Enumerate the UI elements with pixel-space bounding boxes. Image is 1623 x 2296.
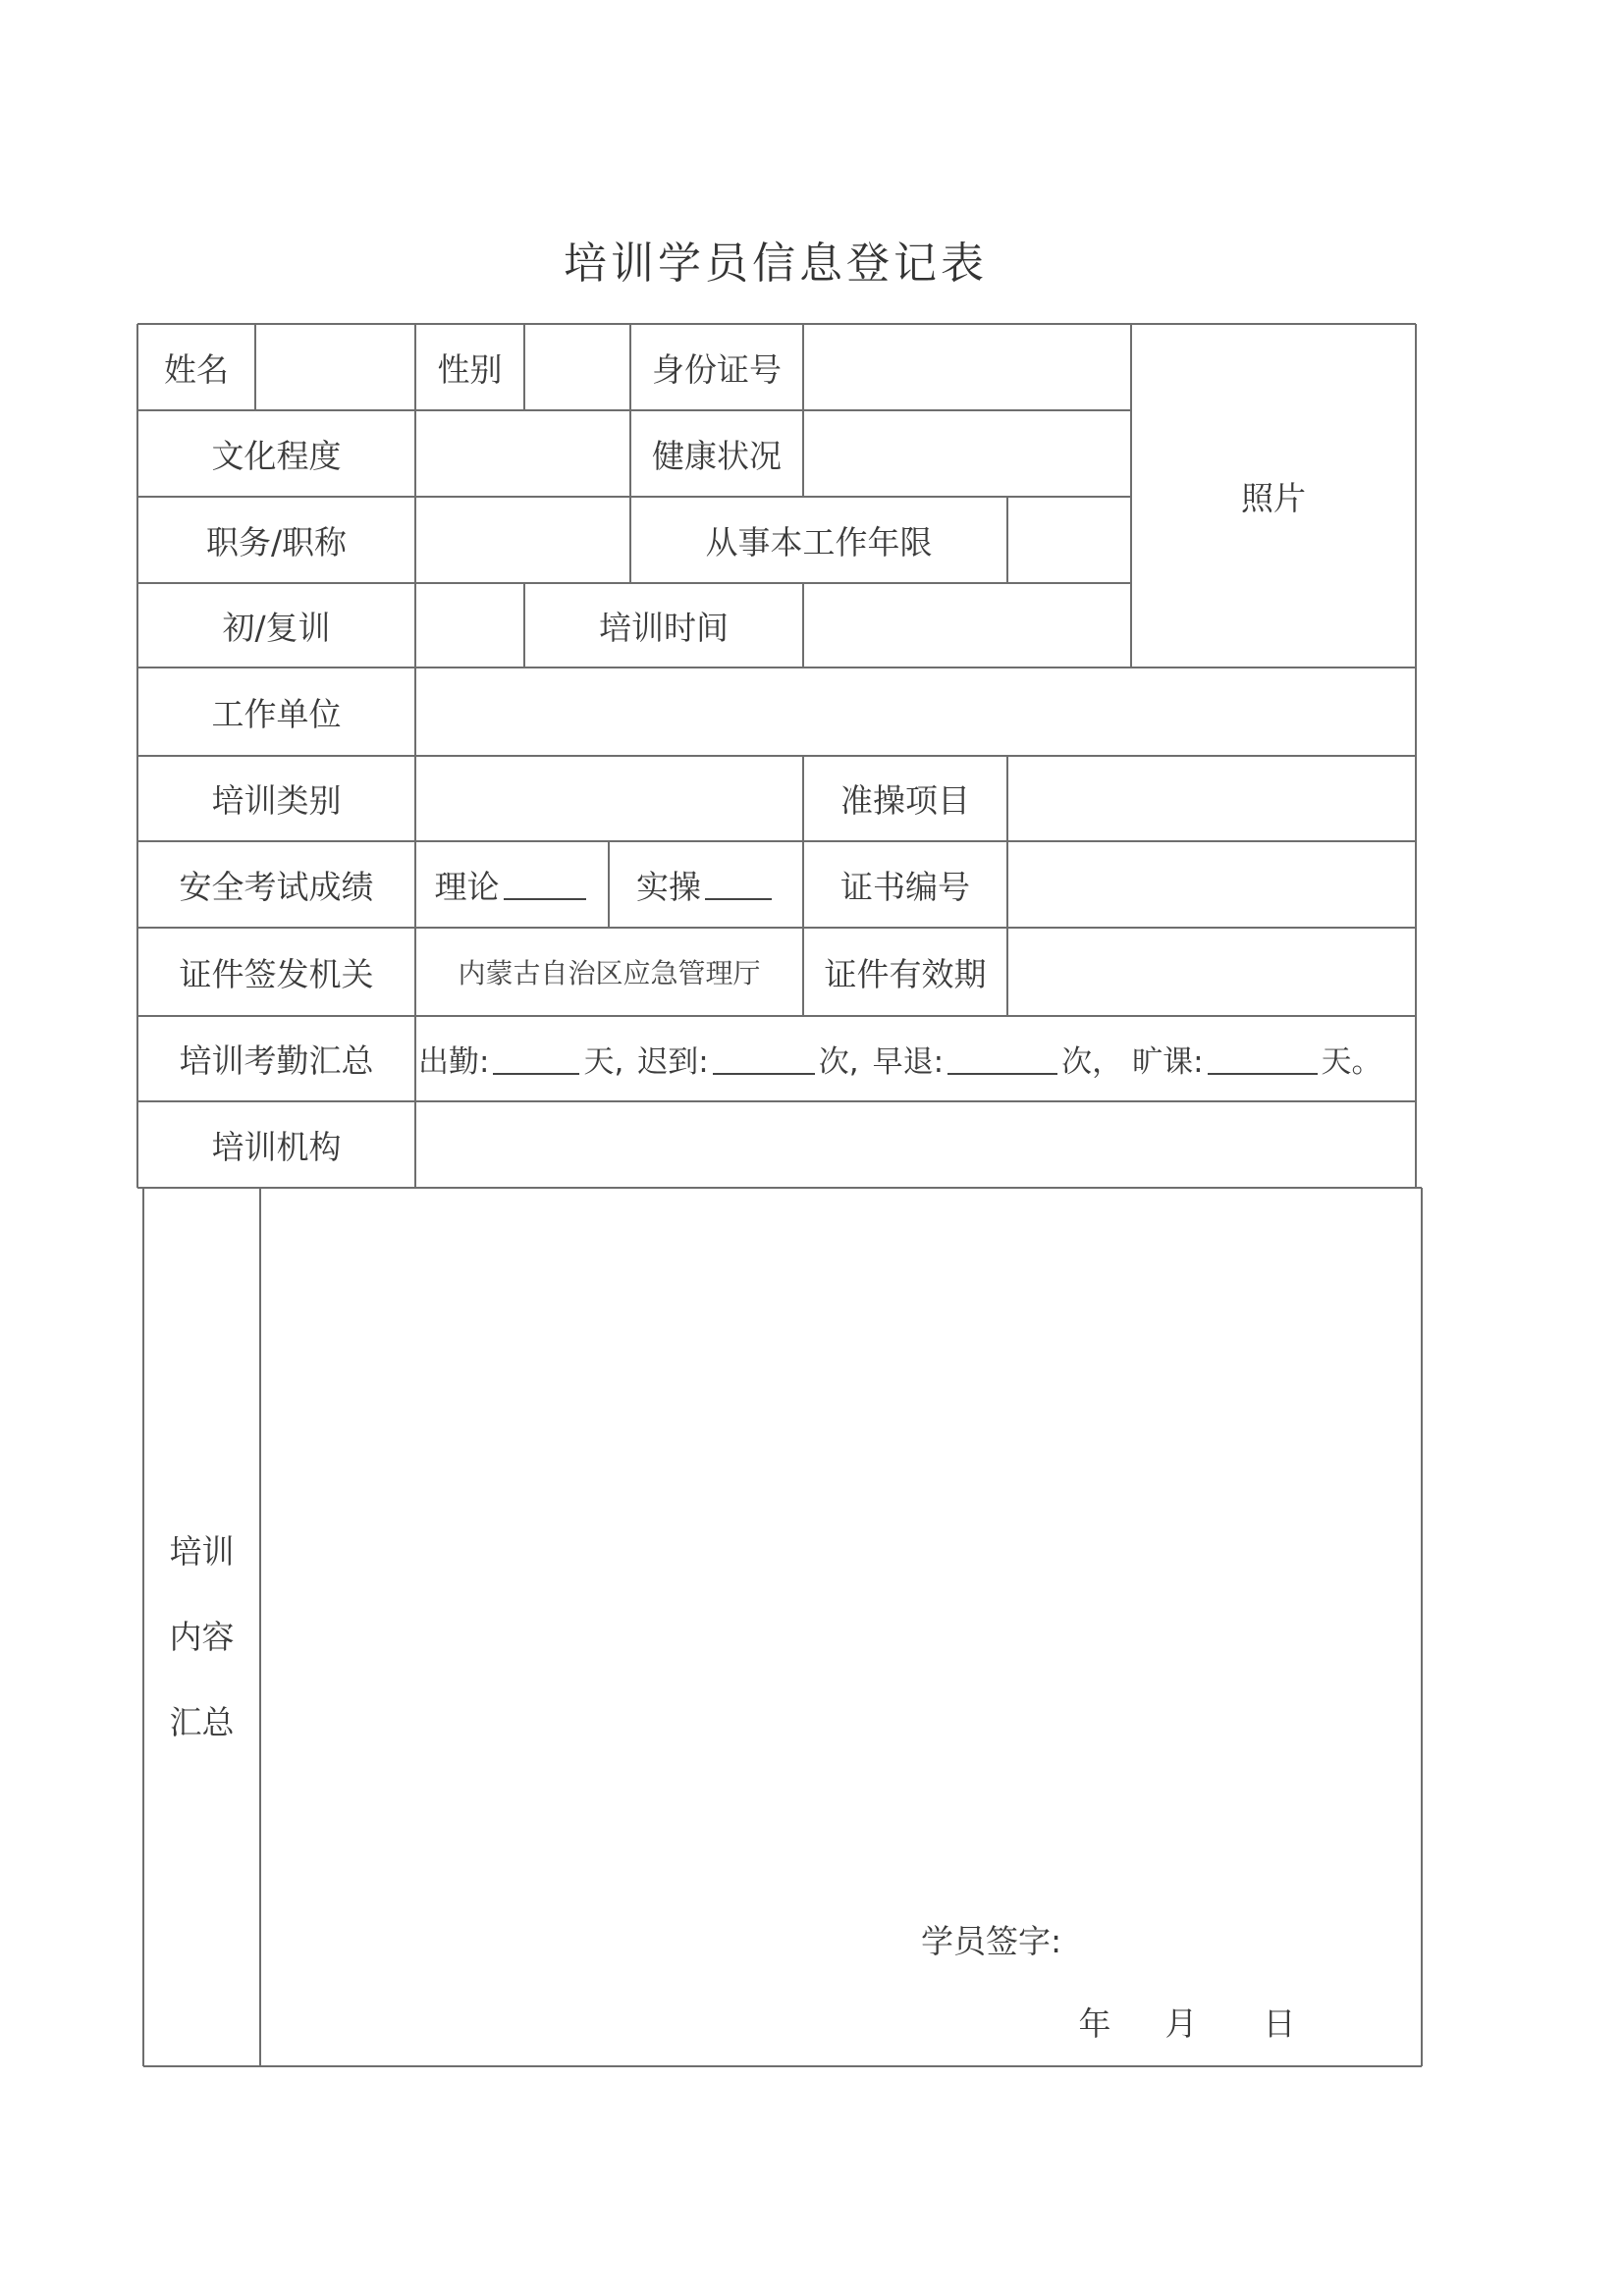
attendance-day-end: 天。 bbox=[1321, 1044, 1382, 1080]
label-practice: 实操 bbox=[636, 867, 701, 906]
photo-box[interactable]: 照片 bbox=[1241, 478, 1306, 517]
label-signature: 学员签字: bbox=[921, 1921, 1062, 1960]
early-leave-blank[interactable] bbox=[947, 1043, 1057, 1075]
label-year: 年 bbox=[1078, 2003, 1111, 2043]
summary-label-line1: 培训 bbox=[169, 1532, 235, 1571]
summary-label-line2: 内容 bbox=[169, 1618, 235, 1656]
validity-field[interactable] bbox=[1007, 928, 1416, 1016]
label-operation-item: 准操项目 bbox=[840, 781, 970, 820]
label-day: 日 bbox=[1263, 2003, 1296, 2043]
operation-item-field[interactable] bbox=[1007, 756, 1416, 841]
practice-blank[interactable] bbox=[705, 869, 772, 900]
label-training-category: 培训类别 bbox=[211, 781, 342, 820]
theory-blank[interactable] bbox=[504, 869, 586, 900]
cert-number-field[interactable] bbox=[1007, 841, 1416, 928]
id-number-field[interactable] bbox=[803, 324, 1131, 410]
attendance-absent-label: 旷课: bbox=[1132, 1044, 1204, 1080]
attendance-times-unit: 次, bbox=[818, 1044, 859, 1080]
attendance-summary bbox=[418, 1016, 1416, 1101]
label-work-years: 从事本工作年限 bbox=[705, 522, 933, 561]
gender-field[interactable] bbox=[524, 324, 630, 410]
label-institution: 培训机构 bbox=[211, 1127, 342, 1166]
label-work-unit: 工作单位 bbox=[211, 694, 342, 733]
work-unit-field[interactable] bbox=[415, 667, 1416, 756]
training-summary-field[interactable] bbox=[261, 1190, 1420, 1896]
page-title: 培训学员信息登记表 bbox=[564, 239, 988, 289]
label-name: 姓名 bbox=[164, 349, 229, 389]
label-training-time: 培训时间 bbox=[599, 608, 729, 647]
attendance-present-label: 出勤: bbox=[418, 1044, 490, 1080]
education-field[interactable] bbox=[415, 410, 630, 497]
name-field[interactable] bbox=[255, 324, 415, 410]
label-position: 职务/职称 bbox=[205, 522, 348, 561]
label-theory: 理论 bbox=[434, 867, 500, 906]
summary-label-line3: 汇总 bbox=[169, 1703, 235, 1741]
label-cert-number: 证书编号 bbox=[840, 867, 970, 906]
attendance-late-label: 迟到: bbox=[637, 1044, 709, 1080]
signature-field[interactable] bbox=[1062, 1914, 1278, 1963]
label-education: 文化程度 bbox=[211, 436, 342, 475]
present-days-blank[interactable] bbox=[493, 1043, 579, 1075]
attendance-early-leave-label: 早退: bbox=[872, 1044, 945, 1080]
label-validity: 证件有效期 bbox=[824, 954, 987, 993]
late-times-blank[interactable] bbox=[713, 1043, 815, 1075]
label-initial-retrain: 初/复训 bbox=[222, 608, 331, 647]
attendance-times-unit2: 次， bbox=[1061, 1044, 1123, 1080]
label-month: 月 bbox=[1164, 2003, 1198, 2043]
label-issuing-authority: 证件签发机关 bbox=[179, 954, 374, 993]
absent-days-blank[interactable] bbox=[1208, 1043, 1318, 1075]
label-exam-score: 安全考试成绩 bbox=[179, 867, 374, 906]
initial-retrain-field[interactable] bbox=[415, 583, 524, 667]
theory-score[interactable] bbox=[415, 841, 609, 928]
attendance-day-unit: 天, bbox=[583, 1044, 624, 1080]
label-attendance: 培训考勤汇总 bbox=[179, 1041, 374, 1080]
label-id-number: 身份证号 bbox=[652, 349, 782, 389]
issuing-authority-value: 内蒙古自治区应急管理厅 bbox=[458, 957, 761, 989]
label-health: 健康状况 bbox=[652, 436, 782, 475]
practice-score[interactable] bbox=[609, 841, 803, 928]
work-years-field[interactable] bbox=[1007, 497, 1131, 583]
label-gender: 性别 bbox=[437, 349, 503, 389]
training-time-field[interactable] bbox=[803, 583, 1131, 667]
label-training-summary bbox=[143, 1526, 260, 1743]
institution-field[interactable] bbox=[415, 1101, 1416, 1188]
health-field[interactable] bbox=[803, 410, 1131, 497]
position-field[interactable] bbox=[415, 497, 630, 583]
training-category-field[interactable] bbox=[415, 756, 803, 841]
